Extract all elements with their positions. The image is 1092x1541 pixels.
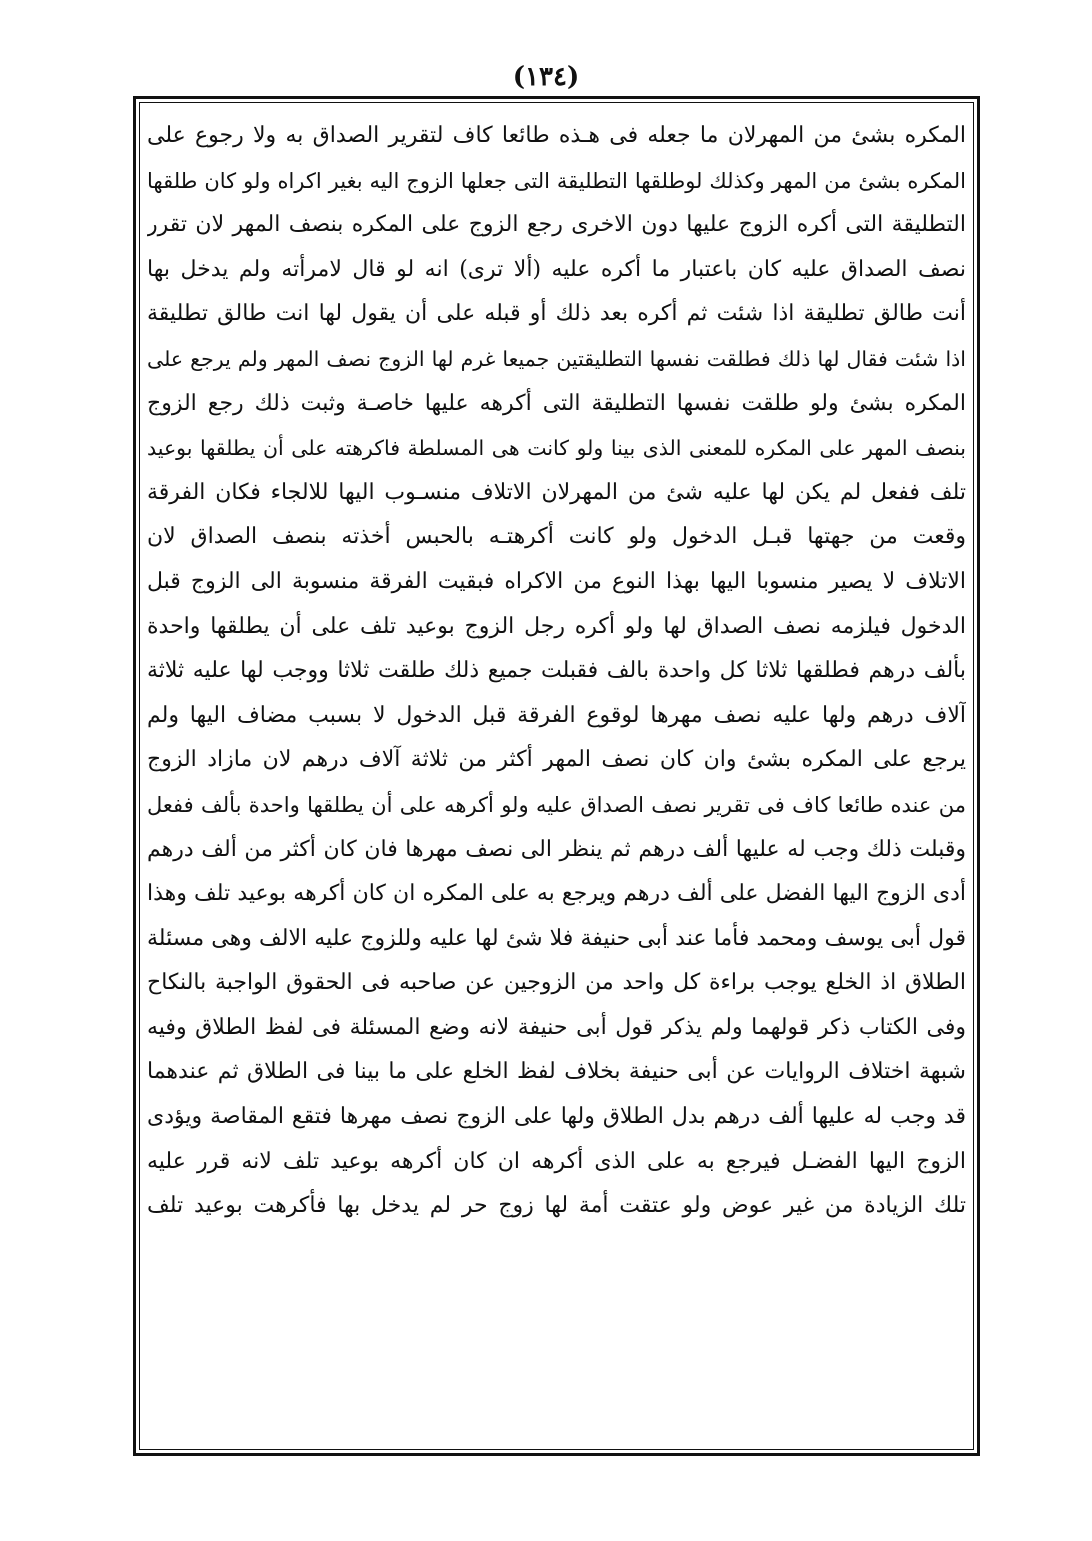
body-text [147,114,966,1229]
text-line: تلف ففعل لم يكن لها عليه شئ من المهرلان الاتلاف منسـوب اليها للالجاء فكان الفرقة [147,479,966,505]
text-line: التطليقة التى أكره الزوج عليها دون الاخرى رجع الزوج على المكره بنصف المهر لان تقرر [147,212,966,238]
text-line: الدخول فيلزمه نصف الصداق لها ولو أكره رجل الزوج بوعيد تلف على أن يطلقها واحدة [147,613,966,639]
text-line: بنصف المهر على المكره للمعنى الذى بينا ولو كانت هى المسلطة فاكرهته على أن يطلقها بوعيد [147,436,966,461]
text-line: قول أبى يوسف ومحمد فأما عند أبى حنيفة فلا شئ لها عليه وللزوج عليه الالف وهى مسئلة [147,925,966,951]
text-line: أدى الزوج اليها الفضل على ألف درهم ويرجع به على المكره ان كان أكرهه بوعيد تلف وهذا [147,881,966,907]
text-line: آلاف درهم ولها عليه نصف مهرها لوقوع الفرقة قبل الدخول لا بسبب مضاف اليها ولم [147,702,966,728]
text-line: وقعت من جهتها قبـل الدخول ولو كانت أكرهتـه بالحبس أخذته بنصف الصداق لان [147,524,966,550]
text-line: نصف الصداق عليه كان باعتبار ما أكره عليه (ألا ترى) انه لو قال لامرأته ولم يدخل بها [147,256,966,282]
text-line: المكره بشئ من المهرلان ما جعله فى هـذه طائعا كاف لتقرير الصداق به ولا رجوع على [147,123,966,148]
text-line: قد وجب له عليها ألف درهم بدل الطلاق ولها على الزوج نصف مهرها فتقع المقاصة ويؤدى [147,1104,966,1130]
text-line: وقبلت ذلك وجب له عليها ألف درهم ثم ينظر الى نصف مهرها فان كان أكثر من ألف درهم [147,836,966,862]
text-line: المكره بشئ من المهر وكذلك لوطلقها التطليقة التى جعلها الزوج اليه بغير اكراه ولو كان طلقها [147,168,966,193]
text-line: يرجع على المكره بشئ وان كان نصف المهر أكثر من ثلاثة آلاف درهم لان مازاد الزوج [147,747,966,773]
text-line: وفى الكتاب ذكر قولهما ولم يذكر قول أبى حنيفة لانه وضع المسئلة فى لفظ الطلاق وفيه [147,1014,966,1040]
text-line: الطلاق اذ الخلع يوجب براءة كل واحد من الزوجين عن صاحبه فى الحقوق الواجبة بالنكاح [147,970,966,996]
text-line: الاتلاف لا يصير منسوبا اليها بهذا النوع من الاكراه فبقيت الفرقة منسوبة الى الزوج قبل [147,568,966,594]
text-line: شبهة اختلاف الروايات عن أبى حنيفة بخلاف لفظ الخلع على ما بينا فى الطلاق ثم عندهما [147,1059,966,1085]
text-line: اذا شئت فقال لها ذلك فطلقت نفسها التطليقتين جميعا غرم لها الزوج نصف المهر ولم يرجع على [147,346,966,371]
text-line: أنت طالق تطليقة اذا شئت ثم أكره بعد ذلك أو قبله على أن يقول لها انت طالق تطليقة [147,301,966,327]
text-line: من عنده طائعا كاف فى تقرير نصف الصداق عليه ولو أكرهه على أن يطلقها واحدة بألف ففعل [147,792,966,817]
text-line: المكره بشئ ولو طلقت نفسها التطليقة التى أكرهه عليها خاصـة وثبت ذلك رجع الزوج [147,390,966,416]
text-line: تلك الزيادة من غير عوض ولو عتقت أمة لها زوج حر لم يدخل بها فأكرهت بوعيد تلف [147,1193,966,1219]
page-number: (١٣٤) [512,62,580,92]
text-line: الزوج اليها الفضـل فيرجع به على الذى أكرهه ان كان أكرهه بوعيد تلف لانه قرر عليه [147,1148,966,1174]
text-line: بألف درهم فطلقها ثلاثا كل واحدة بالف فقبلت جميع ذلك طلقت ثلاثا ووجب لها عليه ثلاثة [147,658,966,684]
